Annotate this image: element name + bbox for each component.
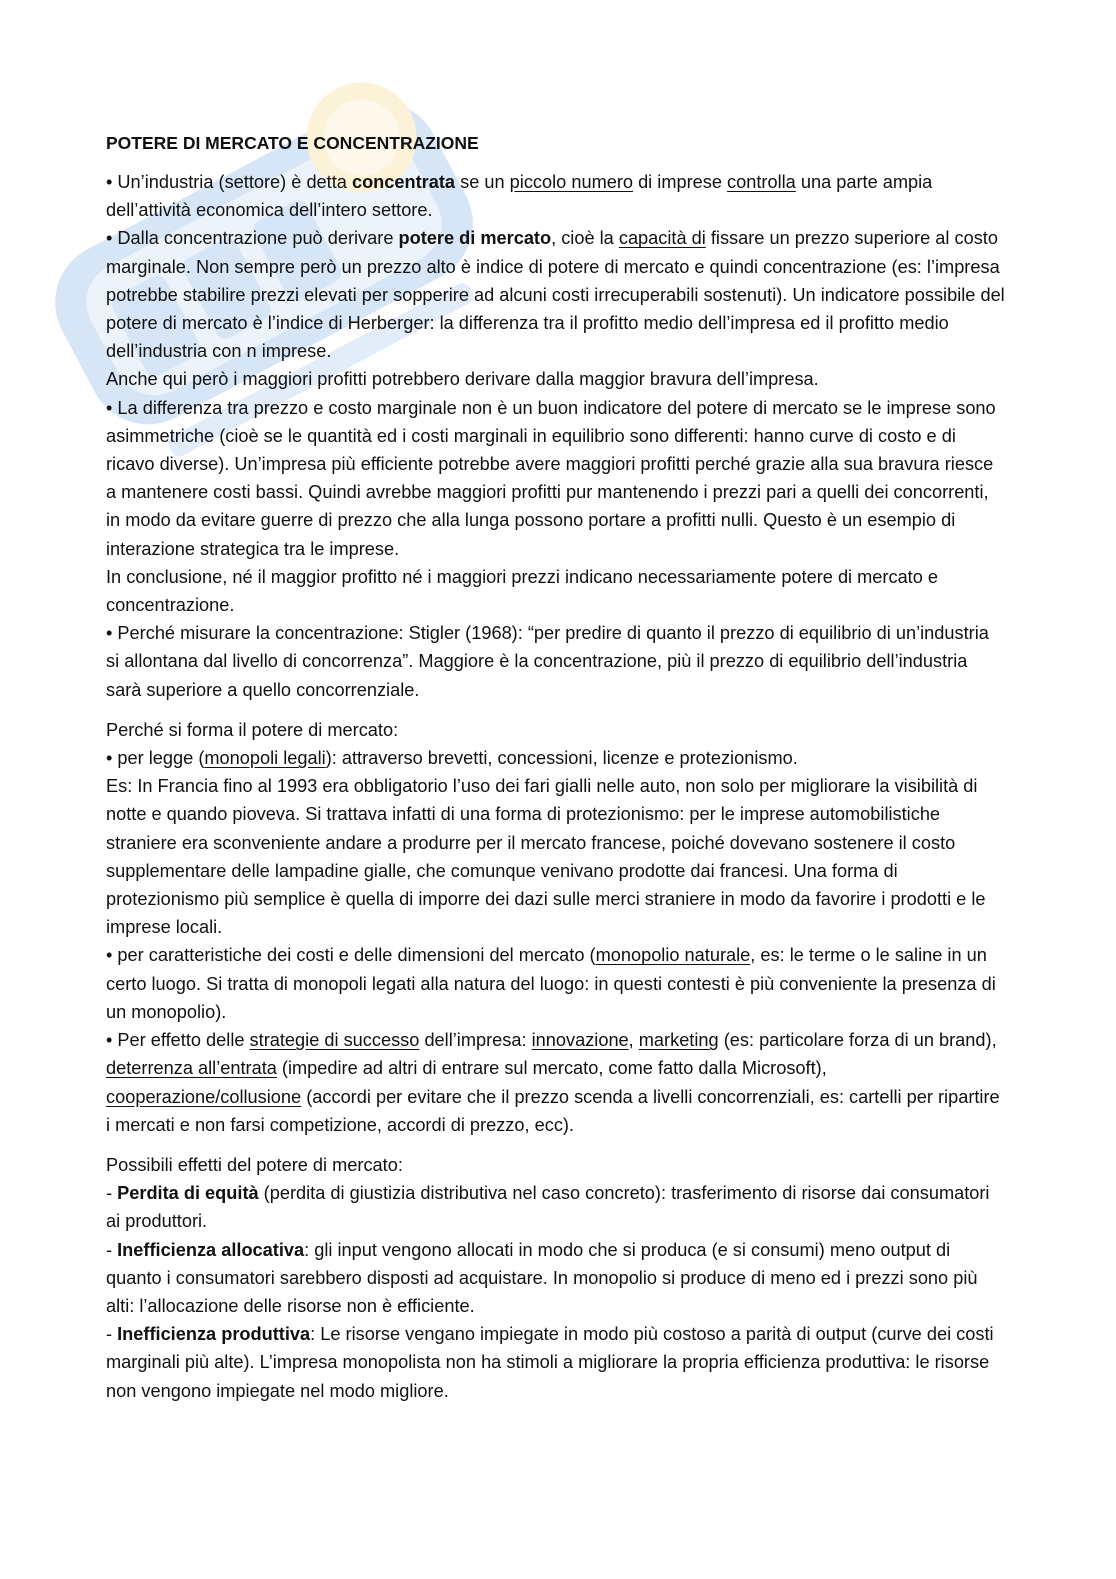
term-perdita-di-equita: Perdita di equità — [117, 1183, 259, 1204]
text: • Dalla concentrazione può derivare — [106, 228, 399, 249]
text: (accordi per evitare che il prezzo scenda a livelli concorrenziali, es: cartelli per ripartire i mercati e non farsi competizione, accordi di prezzo, ecc). — [106, 1086, 1000, 1135]
term-inefficienza-produttiva: Inefficienza produttiva — [117, 1324, 311, 1345]
term-controlla: controlla — [727, 172, 796, 192]
text: - — [106, 1324, 118, 1345]
text: (impedire ad altri di entrare sul mercato, come fatto dalla Microsoft), — [276, 1058, 827, 1079]
paragraph-perdita-equita — [106, 1179, 1006, 1235]
paragraph-per-legge — [106, 744, 1006, 772]
text: (perdita di giustizia distributiva nel caso concreto): trasferimento di risorse dai consumatori ai produttori. — [106, 1183, 990, 1232]
text: , cioè la — [551, 228, 619, 249]
paragraph-concentrata — [106, 168, 1006, 224]
term-concentrata: concentrata — [351, 172, 456, 192]
paragraph-caratteristiche-costi — [106, 941, 1006, 1026]
text: una parte ampia dell’attività economica dell’intero settore. — [106, 172, 933, 221]
text: • Per effetto delle — [106, 1030, 250, 1051]
paragraph-esempio-francia: Es: In Francia fino al 1993 era obbligatorio l’uso dei fari gialli nelle auto, non solo per migliorare la visibilità di notte e quando pioveva. Si trattava infatti di una forma di protezionismo: per le imprese automobilistiche straniere era sconveniente andare a produrre per il mercato francese, poiché dovevano sostenere il costo supplementare delle lampadine gialle, che comunque venivano prodotte dai francesi. Una forma di protezionismo più semplice è quella di imporre dei dazi sulle merci straniere in modo da favorire i prodotti e le imprese locali. — [106, 776, 986, 938]
text: (es: particolare forza di un brand), — [718, 1030, 997, 1051]
paragraph-asimmetriche: • La differenza tra prezzo e costo marginale non è un buon indicatore del potere di mercato se le imprese sono asimmetriche (cioè se le quantità ed i costi marginali in equilibrio sono differenti: hanno curve di costo e di ricavo diverse). Un’impresa più efficiente potrebbe avere maggiori profitti perché grazie alla sua bravura riesce a mantenere costi bassi. Quindi avrebbe maggiori profitti pur mantenendo i prezzi pari a quelli dei concorrenti, in modo da evitare guerre di prezzo che alla lunga possono portare a profitti nulli. Questo è un esempio di interazione strategica tra le imprese. — [106, 397, 996, 559]
term-strategie-di-successo: strategie di successo — [249, 1030, 420, 1051]
paragraph-strategie — [106, 1026, 1006, 1139]
text: • per caratteristiche dei costi e delle dimensioni del mercato ( — [106, 945, 596, 966]
paragraph-stigler: • Perché misurare la concentrazione: Stigler (1968): “per predire di quanto il prezzo di equilibrio di un’industria si allontana dal livello di concorrenza”. Maggiore è la concentrazione, più il prezzo di equilibrio dell’industria sarà superiore a quello concorrenziale. — [106, 623, 989, 700]
term-capacita: capacità di — [618, 228, 706, 249]
text: , es: le terme o le saline in un certo luogo. Si tratta di monopoli legati alla natura del luogo: in questi contesti è più conveniente la presenza di un monopolio). — [106, 945, 996, 1022]
text: fissare un prezzo superiore al costo marginale. Non sempre però un prezzo alto è indice di potere di mercato e quindi concentrazione (es: l’impresa potrebbe stabilire prezzi elevati per sopperire ad alcuni costi irrecuperabili sostenuti). Un indicatore possibile del potere di mercato è l’indice di Herberger: la differenza tra il profitto medio dell’impresa ed il profitto medio dell’industria con n imprese. — [106, 228, 1005, 362]
text: , — [628, 1030, 639, 1051]
text: : Le risorse vengano impiegate in modo più costoso a parità di output (curve dei costi marginali più alte). L’impresa monopolista non ha stimoli a migliorare la propria efficienza produttiva: le risorse non vengono impiegate nel modo migliore. — [106, 1324, 994, 1401]
term-cooperazione: cooperazione/collusione — [106, 1086, 302, 1107]
spacer — [106, 1139, 1006, 1151]
text: • per legge ( — [106, 748, 205, 769]
term-deterrenza: deterrenza all’entrata — [106, 1058, 277, 1079]
section-heading-forma: Perché si forma il potere di mercato: — [106, 719, 399, 740]
term-monopoli-legali: monopoli legali — [204, 748, 326, 769]
document-page — [106, 128, 1006, 1405]
term-potere-di-mercato: potere di mercato — [398, 228, 552, 249]
paragraph-conclusione: In conclusione, né il maggior profitto né i maggiori prezzi indicano necessariamente potere di mercato e concentrazione. — [106, 566, 939, 616]
text: - — [106, 1183, 118, 1204]
text: dell’impresa: — [419, 1030, 532, 1051]
spacer — [106, 704, 1006, 716]
text: - — [106, 1239, 118, 1260]
text: se un — [455, 172, 510, 192]
text: : gli input vengono allocati in modo che si produca (e si consumi) meno output di quanto i consumatori sarebbero disposti ad acquistare. In monopolio si produce di meno ed i prezzi sono più alti: l’allocazione delle risorse non è efficiente. — [106, 1239, 978, 1316]
term-inefficienza-allocativa: Inefficienza allocativa — [117, 1239, 305, 1260]
paragraph-bravura: Anche qui però i maggiori profitti potrebbero derivare dalla maggior bravura dell’impresa. — [106, 369, 819, 390]
term-monopolio-naturale: monopolio naturale — [595, 945, 751, 966]
paragraph-inefficienza-produttiva — [106, 1320, 1006, 1405]
term-piccolo-numero: piccolo numero — [509, 172, 634, 192]
paragraph-potere-di-mercato — [106, 224, 1006, 365]
document-title: POTERE DI MERCATO E CONCENTRAZIONE — [106, 133, 479, 153]
section-heading-effetti: Possibili effetti del potere di mercato: — [106, 1154, 403, 1175]
text: • Un’industria (settore) è detta — [106, 172, 352, 192]
term-innovazione: innovazione — [531, 1030, 629, 1051]
text: ): attraverso brevetti, concessioni, licenze e protezionismo. — [325, 748, 798, 769]
paragraph-inefficienza-allocativa — [106, 1236, 1006, 1321]
text: di imprese — [633, 172, 728, 192]
term-marketing: marketing — [638, 1030, 719, 1051]
